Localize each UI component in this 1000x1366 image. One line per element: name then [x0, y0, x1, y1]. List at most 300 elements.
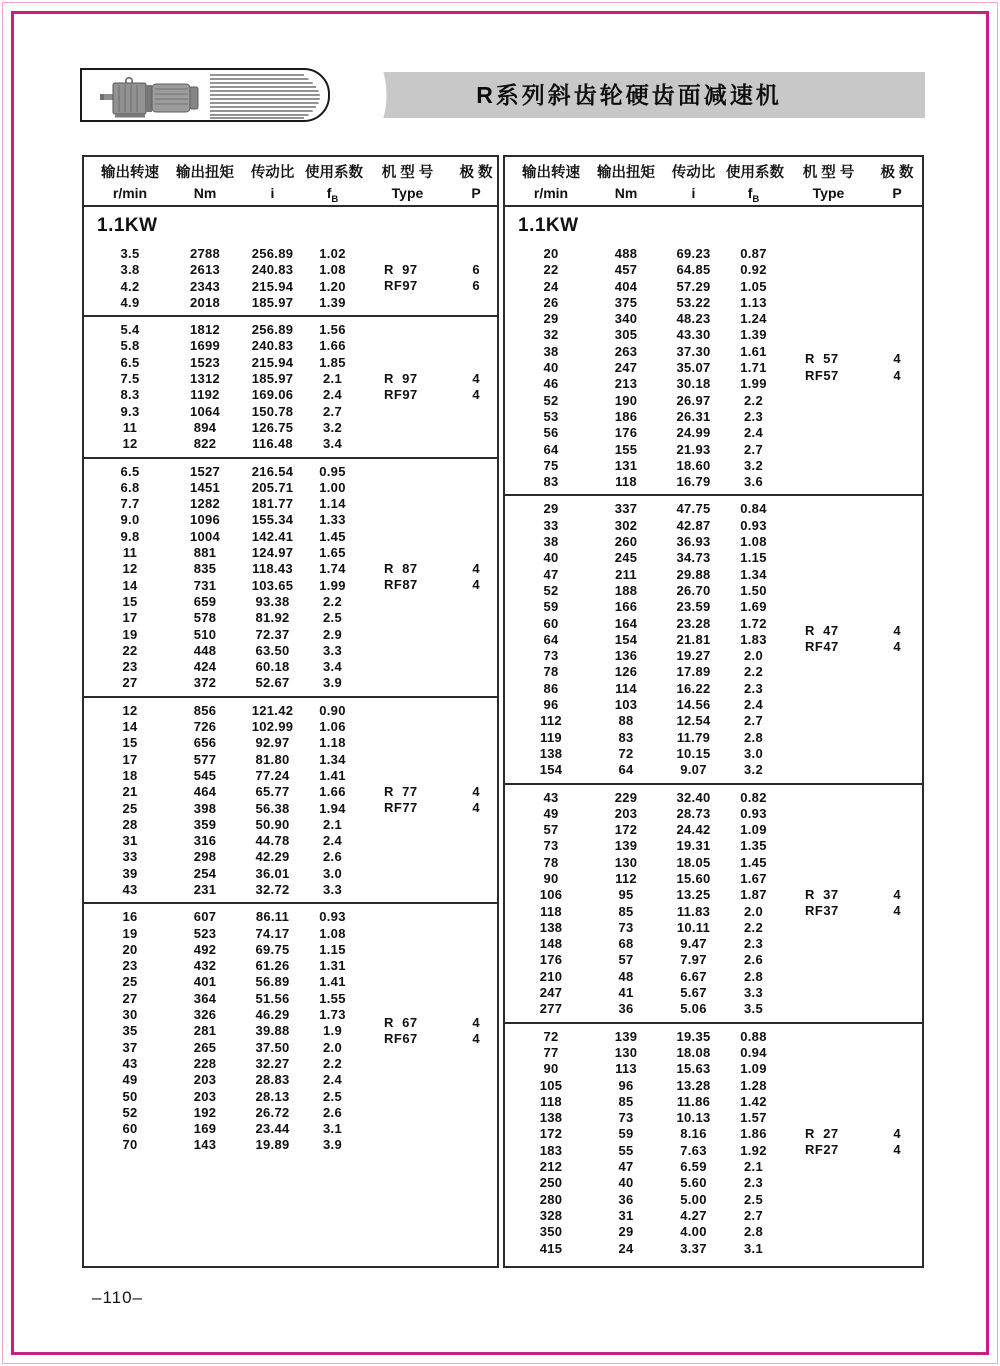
ratio-cell: 19.27: [676, 648, 711, 664]
ratio-cell: 61.26: [255, 958, 290, 974]
service-factor-cell: 1.50: [740, 582, 767, 598]
output-speed-cell: 57: [543, 822, 559, 838]
service-factor-cell: 2.5: [323, 1088, 342, 1104]
output-speed-cell: 56: [543, 425, 559, 441]
output-speed-cell: 33: [543, 517, 559, 533]
output-torque-cell: 364: [193, 990, 217, 1006]
service-factor-cell: 2.8: [744, 729, 763, 745]
type-pole-block: [505, 785, 922, 1022]
service-factor-cell: 2.5: [744, 1191, 763, 1207]
ratio-cell: 5.06: [680, 1001, 707, 1017]
output-torque-cell: 424: [193, 659, 217, 675]
ratio-cell: 240.83: [251, 338, 294, 354]
output-speed-cell: 7.5: [120, 371, 140, 387]
ratio-cell: 215.94: [251, 278, 294, 294]
output-torque-cell: 1192: [190, 387, 220, 403]
ratio-cell: 18.08: [676, 1044, 711, 1060]
service-factor-cell: 1.83: [740, 631, 767, 647]
ratio-cell: 24.99: [676, 425, 711, 441]
service-factor-cell: 1.24: [740, 311, 767, 327]
ratio-cell: 81.92: [255, 610, 290, 626]
output-speed-cell: 24: [543, 278, 559, 294]
ratio-cell: 215.94: [251, 354, 294, 370]
output-torque-cell: 72: [618, 745, 634, 761]
poles-cell: 4: [472, 386, 480, 402]
output-speed-cell: 4.2: [120, 278, 140, 294]
output-torque-cell: 401: [193, 974, 217, 990]
ratio-cell: 13.25: [676, 887, 711, 903]
type-cell: R 57: [805, 351, 839, 367]
ratio-cell: 93.38: [255, 593, 290, 609]
output-torque-cell: 36: [618, 1001, 634, 1017]
table-header: [84, 157, 497, 207]
table-section: [505, 494, 922, 782]
service-factor-cell: 2.8: [744, 1224, 763, 1240]
service-factor-cell: 0.92: [740, 262, 767, 278]
type-pole-row: [505, 1142, 922, 1158]
ratio-cell: 5.67: [680, 985, 707, 1001]
output-torque-cell: 154: [614, 631, 638, 647]
output-torque-cell: 1812: [189, 322, 221, 338]
output-torque-cell: 1096: [189, 512, 221, 528]
poles-cell: 4: [893, 367, 901, 383]
output-torque-cell: 523: [193, 925, 217, 941]
type-cell: R 27: [805, 1125, 839, 1141]
output-torque-cell: 337: [614, 501, 638, 517]
gearmotor-image: [100, 75, 200, 119]
poles-cell: 4: [893, 623, 901, 639]
type-pole-block: [84, 698, 497, 903]
table-section: [84, 696, 497, 903]
ratio-cell: 11.83: [676, 903, 711, 919]
output-speed-cell: 106: [539, 887, 563, 903]
service-factor-cell: 1.09: [740, 1061, 767, 1077]
output-torque-cell: 894: [193, 419, 217, 435]
output-speed-cell: 90: [543, 870, 559, 886]
output-torque-cell: 36: [618, 1191, 634, 1207]
ratio-cell: 32.72: [255, 881, 290, 897]
output-speed-cell: 96: [543, 697, 559, 713]
output-speed-cell: 53: [543, 408, 559, 424]
service-factor-cell: 3.5: [744, 1001, 763, 1017]
service-factor-cell: 2.6: [323, 1104, 342, 1120]
service-factor-cell: 1.85: [319, 354, 346, 370]
output-torque-cell: 1523: [189, 354, 221, 370]
output-speed-cell: 43: [543, 789, 559, 805]
service-factor-cell: 1.14: [319, 496, 346, 512]
output-torque-cell: 245: [614, 550, 638, 566]
ratio-cell: 124.97: [251, 545, 294, 561]
output-torque-cell: 73: [618, 1110, 634, 1126]
table-section: [84, 241, 497, 315]
service-factor-cell: 2.4: [323, 1072, 342, 1088]
output-torque-cell: 2343: [189, 278, 221, 294]
ratio-cell: 36.01: [255, 865, 290, 881]
output-torque-cell: 85: [618, 1093, 634, 1109]
table-section: [505, 783, 922, 1022]
service-factor-cell: 1.28: [740, 1077, 767, 1093]
output-torque-cell: 203: [614, 805, 638, 821]
output-speed-cell: 86: [543, 680, 559, 696]
ratio-cell: 64.85: [676, 262, 711, 278]
poles-cell: 4: [472, 560, 480, 576]
ratio-cell: 121.42: [251, 702, 294, 718]
col-speed-cn: 输出转速: [522, 165, 580, 181]
output-torque-cell: 1004: [189, 528, 221, 544]
ratio-cell: 240.83: [251, 262, 294, 278]
output-speed-cell: 27: [122, 990, 138, 1006]
output-torque-cell: 213: [614, 376, 638, 392]
ratio-cell: 150.78: [251, 403, 294, 419]
type-pole-row: [505, 351, 922, 367]
ratio-cell: 19.89: [255, 1137, 290, 1153]
output-torque-cell: 254: [193, 865, 217, 881]
ratio-cell: 26.72: [255, 1104, 290, 1120]
service-factor-cell: 0.88: [740, 1028, 767, 1044]
ratio-cell: 36.93: [676, 534, 711, 550]
type-cell: R 87: [384, 560, 418, 576]
ratio-cell: 18.05: [676, 854, 711, 870]
right-table: [503, 155, 924, 1268]
output-speed-cell: 52: [543, 392, 559, 408]
type-pole-row: [84, 387, 497, 403]
output-torque-cell: 211: [615, 566, 637, 582]
output-speed-cell: 119: [540, 729, 562, 745]
output-torque-cell: 85: [618, 903, 634, 919]
service-factor-cell: 0.87: [740, 246, 767, 261]
output-speed-cell: 138: [539, 1110, 563, 1126]
ratio-cell: 69.23: [676, 246, 711, 261]
poles-cell: 4: [472, 800, 480, 815]
output-speed-cell: 14: [122, 577, 138, 593]
output-torque-cell: 881: [193, 545, 217, 561]
ratio-cell: 17.89: [676, 664, 711, 680]
output-torque-cell: 68: [618, 936, 634, 952]
poles-cell: 4: [893, 639, 901, 655]
output-torque-cell: 464: [193, 784, 217, 800]
service-factor-cell: 1.20: [319, 278, 346, 294]
ratio-cell: 256.89: [251, 322, 294, 338]
output-speed-cell: 43: [122, 881, 138, 897]
output-torque-cell: 398: [193, 800, 217, 816]
output-speed-cell: 280: [539, 1191, 563, 1207]
service-factor-cell: 1.99: [740, 376, 767, 392]
output-speed-cell: 77: [543, 1044, 559, 1060]
ratio-cell: 86.11: [255, 909, 290, 925]
output-torque-cell: 186: [614, 408, 638, 424]
ratio-cell: 34.73: [676, 550, 711, 566]
ratio-cell: 16.22: [676, 680, 711, 696]
ratio-cell: 57.29: [676, 278, 711, 294]
output-speed-cell: 6.5: [120, 354, 140, 370]
output-torque-cell: 64: [618, 762, 634, 778]
output-torque-cell: 118: [615, 474, 637, 490]
ratio-cell: 81.80: [255, 751, 290, 767]
type-cell: R 97: [384, 370, 418, 386]
power-label: 1.1KW: [97, 215, 158, 236]
col-type-unit: Type: [812, 185, 845, 201]
service-factor-cell: 2.1: [744, 1159, 763, 1175]
service-factor-cell: 0.95: [319, 463, 346, 479]
output-torque-cell: 103: [614, 697, 638, 713]
output-speed-cell: 11: [122, 545, 138, 561]
output-speed-cell: 64: [543, 441, 559, 457]
output-speed-cell: 25: [122, 974, 138, 990]
output-speed-cell: 12: [122, 436, 138, 452]
ratio-cell: 30.18: [676, 376, 711, 392]
output-speed-cell: 250: [539, 1175, 563, 1191]
output-speed-cell: 112: [540, 713, 562, 729]
output-speed-cell: 17: [122, 751, 138, 767]
service-factor-cell: 1.86: [740, 1126, 767, 1142]
col-factor-cn: 使用系数: [726, 165, 784, 181]
service-factor-cell: 2.7: [323, 403, 342, 419]
service-factor-cell: 1.45: [740, 854, 767, 870]
service-factor-cell: 2.9: [323, 626, 342, 642]
left-table: [82, 155, 499, 1268]
service-factor-cell: 0.82: [740, 789, 767, 805]
service-factor-cell: 3.1: [744, 1240, 763, 1256]
ratio-cell: 4.00: [680, 1224, 707, 1240]
service-factor-cell: 2.4: [744, 425, 763, 441]
col-poles-cn: 极 数: [880, 165, 914, 181]
output-speed-cell: 90: [543, 1061, 559, 1077]
service-factor-cell: 1.72: [740, 615, 767, 631]
output-torque-cell: 340: [614, 311, 638, 327]
type-pole-row: [505, 639, 922, 655]
output-speed-cell: 14: [122, 719, 138, 735]
ratio-cell: 6.67: [680, 968, 707, 984]
output-speed-cell: 32: [543, 327, 559, 343]
poles-cell: 4: [893, 1125, 901, 1141]
ratio-cell: 74.17: [255, 925, 290, 941]
ratio-cell: 26.70: [676, 582, 711, 598]
output-torque-cell: 1312: [189, 371, 221, 387]
service-factor-cell: 3.3: [744, 985, 763, 1001]
output-torque-cell: 73: [618, 919, 634, 935]
ratio-cell: 10.15: [676, 745, 711, 761]
service-factor-cell: 1.34: [319, 751, 346, 767]
ratio-cell: 60.18: [255, 659, 290, 675]
ratio-cell: 11.79: [676, 729, 711, 745]
service-factor-cell: 2.3: [744, 1175, 763, 1191]
type-cell: RF37: [805, 903, 839, 919]
service-factor-cell: 1.41: [319, 974, 346, 990]
poles-cell: 4: [472, 370, 480, 386]
output-torque-cell: 263: [614, 343, 638, 359]
output-speed-cell: 118: [540, 1093, 562, 1109]
output-speed-cell: 38: [543, 343, 559, 359]
service-factor-cell: 1.35: [740, 838, 767, 854]
ratio-cell: 92.97: [255, 735, 290, 751]
output-torque-cell: 432: [193, 958, 217, 974]
output-speed-cell: 4.9: [120, 294, 140, 310]
ratio-cell: 35.07: [676, 360, 711, 376]
service-factor-cell: 1.73: [319, 1007, 346, 1023]
output-speed-cell: 40: [543, 360, 559, 376]
output-torque-cell: 305: [614, 327, 638, 343]
output-speed-cell: 6.8: [120, 479, 140, 495]
output-speed-cell: 19: [122, 626, 138, 642]
output-torque-cell: 190: [614, 392, 638, 408]
service-factor-cell: 1.08: [740, 534, 767, 550]
output-torque-cell: 2788: [189, 246, 221, 261]
output-speed-cell: 29: [543, 311, 559, 327]
output-torque-cell: 143: [193, 1137, 217, 1153]
type-cell: RF77: [384, 800, 418, 815]
ratio-cell: 15.63: [676, 1061, 711, 1077]
output-torque-cell: 231: [193, 881, 217, 897]
col-poles-cn: 极 数: [459, 165, 493, 181]
output-torque-cell: 139: [614, 1028, 638, 1044]
output-torque-cell: 656: [193, 735, 217, 751]
type-pole-block: [84, 241, 497, 315]
ratio-cell: 15.60: [676, 870, 711, 886]
table-section: [84, 902, 497, 1157]
output-torque-cell: 457: [614, 262, 638, 278]
output-torque-cell: 24: [618, 1240, 634, 1256]
output-torque-cell: 488: [614, 246, 638, 261]
output-torque-cell: 164: [614, 615, 638, 631]
ratio-cell: 185.97: [251, 371, 294, 387]
poles-cell: 4: [893, 1142, 901, 1158]
ratio-cell: 37.30: [676, 343, 711, 359]
ratio-cell: 16.79: [676, 474, 711, 490]
ratio-cell: 42.29: [255, 849, 290, 865]
output-torque-cell: 2018: [189, 294, 221, 310]
output-speed-cell: 83: [543, 474, 559, 490]
output-speed-cell: 5.8: [120, 338, 140, 354]
output-torque-cell: 578: [193, 610, 217, 626]
service-factor-cell: 1.55: [319, 990, 346, 1006]
col-speed-unit: r/min: [533, 185, 569, 201]
service-factor-cell: 2.2: [744, 919, 763, 935]
ratio-cell: 46.29: [255, 1007, 290, 1023]
service-factor-cell: 2.2: [323, 593, 342, 609]
poles-cell: 4: [893, 351, 901, 367]
service-factor-cell: 2.4: [744, 697, 763, 713]
ratio-cell: 53.22: [676, 294, 711, 310]
output-torque-cell: 404: [614, 278, 638, 294]
service-factor-cell: 3.4: [323, 659, 342, 675]
ratio-cell: 21.93: [676, 441, 711, 457]
output-torque-cell: 1451: [189, 479, 221, 495]
service-factor-cell: 3.6: [744, 474, 763, 490]
ratio-cell: 65.77: [255, 784, 290, 800]
ratio-cell: 118.43: [252, 561, 293, 577]
ratio-cell: 56.38: [255, 800, 290, 816]
output-torque-cell: 112: [615, 870, 637, 886]
poles-cell: 4: [893, 903, 901, 919]
output-speed-cell: 12: [122, 702, 138, 718]
output-speed-cell: 176: [539, 952, 563, 968]
ratio-cell: 19.35: [676, 1028, 711, 1044]
ratio-cell: 28.13: [255, 1088, 290, 1104]
poles-cell: 6: [472, 261, 480, 277]
poles-cell: 6: [472, 278, 480, 294]
service-factor-cell: 0.93: [740, 517, 767, 533]
output-torque-cell: 372: [193, 675, 217, 691]
output-torque-cell: 172: [614, 822, 638, 838]
output-speed-cell: 20: [122, 941, 138, 957]
ratio-cell: 50.90: [255, 816, 290, 832]
type-cell: R 37: [805, 886, 839, 902]
col-factor-unit: $f_B$: [747, 185, 760, 205]
service-factor-cell: 1.39: [740, 327, 767, 343]
output-speed-cell: 138: [539, 919, 563, 935]
output-torque-cell: 126: [614, 664, 638, 680]
output-speed-cell: 105: [539, 1077, 563, 1093]
type-pole-block: [84, 317, 497, 456]
col-speed-cn: 输出转速: [101, 165, 159, 181]
ratio-cell: 28.73: [676, 805, 711, 821]
output-torque-cell: 607: [193, 909, 217, 925]
service-factor-cell: 2.0: [323, 1039, 342, 1055]
service-factor-cell: 3.2: [323, 419, 342, 435]
service-factor-cell: 1.66: [319, 338, 346, 354]
output-torque-cell: 166: [614, 599, 638, 615]
ratio-cell: 18.60: [676, 457, 711, 473]
output-speed-cell: 154: [539, 762, 563, 778]
output-torque-cell: 203: [193, 1088, 217, 1104]
output-speed-cell: 183: [539, 1142, 563, 1158]
ratio-cell: 256.89: [251, 246, 294, 261]
service-factor-cell: 1.42: [740, 1093, 767, 1109]
ratio-cell: 47.75: [676, 501, 711, 517]
type-pole-row: [84, 1015, 497, 1031]
poles-cell: 4: [893, 886, 901, 902]
output-speed-cell: 26: [543, 294, 559, 310]
output-torque-cell: 136: [614, 648, 638, 664]
service-factor-cell: 2.2: [744, 392, 763, 408]
output-torque-cell: 95: [618, 887, 634, 903]
output-speed-cell: 70: [122, 1137, 138, 1153]
type-cell: RF67: [384, 1031, 418, 1046]
left-table-sections: [84, 241, 497, 1158]
output-torque-cell: 298: [193, 849, 217, 865]
service-factor-cell: 2.0: [744, 903, 763, 919]
service-factor-cell: 0.90: [319, 702, 346, 718]
output-torque-cell: 31: [618, 1207, 634, 1223]
output-torque-cell: 265: [193, 1039, 217, 1055]
poles-cell: 4: [472, 1031, 480, 1046]
output-speed-cell: 75: [543, 457, 559, 473]
col-ratio-unit: i: [270, 185, 275, 201]
ratio-cell: 48.23: [676, 311, 711, 327]
service-factor-cell: 1.69: [740, 599, 767, 615]
output-speed-cell: 277: [539, 1001, 563, 1017]
output-speed-cell: 39: [122, 865, 138, 881]
page-title: R系列斜齿轮硬齿面减速机: [476, 82, 782, 108]
ratio-cell: 26.97: [676, 392, 711, 408]
type-pole-block: [84, 904, 497, 1157]
output-torque-cell: 88: [618, 713, 634, 729]
output-speed-cell: 78: [543, 664, 559, 680]
output-torque-cell: 130: [614, 854, 638, 870]
output-speed-cell: 6.5: [120, 463, 140, 479]
service-factor-cell: 1.08: [319, 262, 346, 278]
service-factor-cell: 2.3: [744, 936, 763, 952]
service-factor-cell: 2.3: [744, 680, 763, 696]
output-torque-cell: 228: [193, 1055, 217, 1071]
ratio-cell: 29.88: [676, 566, 711, 582]
output-torque-cell: 1282: [189, 496, 221, 512]
ratio-cell: 32.27: [255, 1055, 290, 1071]
service-factor-cell: 2.4: [323, 833, 342, 849]
type-cell: RF97: [384, 386, 418, 402]
output-torque-cell: 659: [193, 593, 217, 609]
ratio-cell: 44.78: [255, 833, 290, 849]
